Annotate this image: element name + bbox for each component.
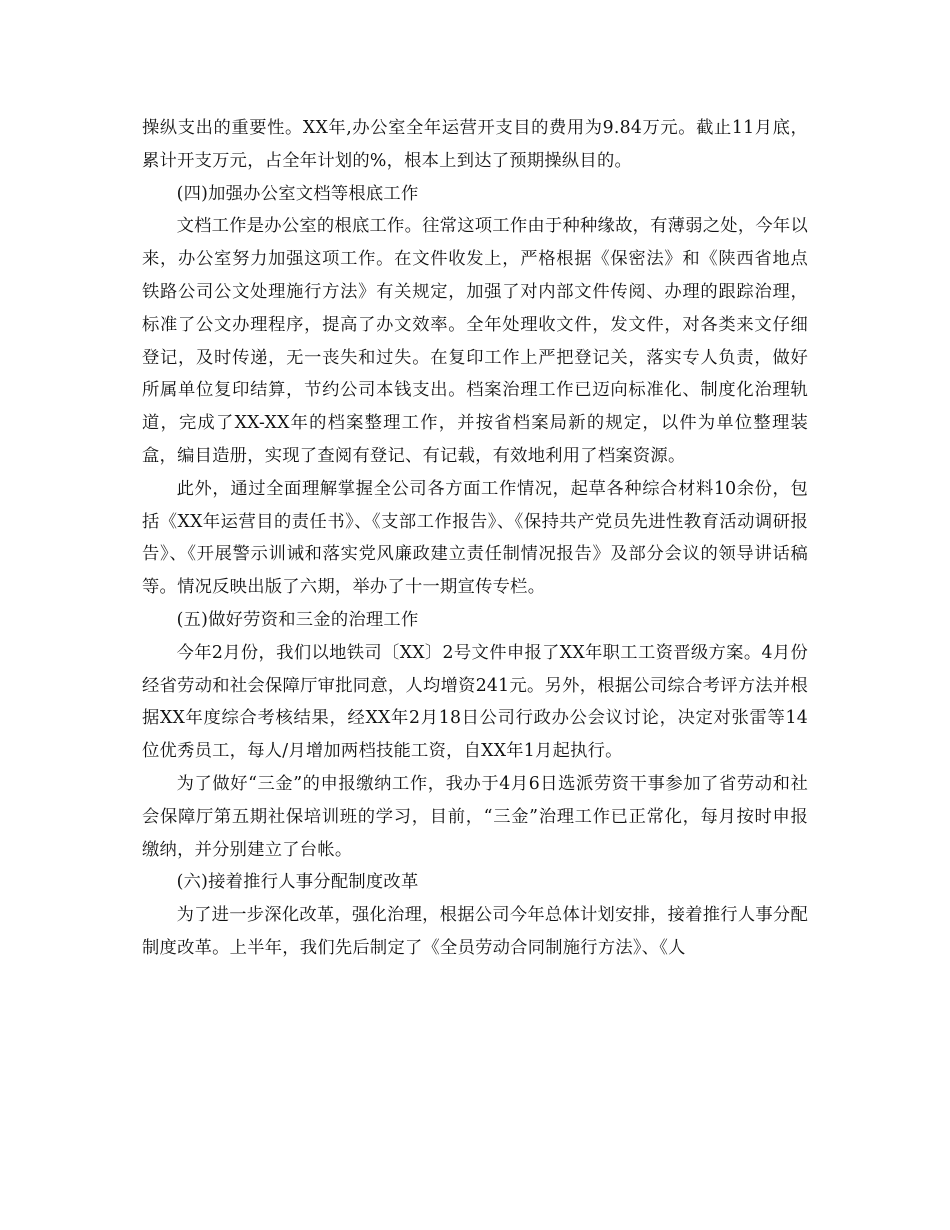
heading-section-six: (六)接着推行人事分配制度改革 — [176, 872, 419, 893]
paragraph-budget-control: 操纵支出的重要性。XX年,办公室全年运营开支目的费用为9.84万元。截止11月底，累计开支万元，占全年计划的%，根本上到达了预期操纵目的。 — [142, 118, 808, 171]
paragraph-document-management: 文档工作是办公室的根底工作。往常这项工作由于种种缘故，有薄弱之处，今年以来，办公室努力加强这项工作。在文件收发上，严格根据《保密法》和《陕西省地点铁路公司公文处理施行方法》有关规定，加强了对内部文件传阅、办理的跟踪治理，标准了公文办理程序，提高了办文效率。全年处理收文件，发文件，对各类来文仔细登记，及时传递，无一丧失和过失。在复印工作上严把登记关，落实专人负责，做好所属单位复印结算，节约公司本钱支出。档案治理工作已迈向标准化、制度化治理轨道，完成了XX-XX年的档案整理工作，并按省档案局新的规定，以件为单位整理装盒，编目造册，实现了查阅有登记、有记载，有效地利用了档案资源。 — [142, 216, 808, 466]
paragraph-three-funds: 为了做好“三金”的申报缴纳工作，我办于4月6日选派劳资干事参加了省劳动和社会保障厅第五期社保培训班的学习，目前，“三金”治理工作已正常化，每月按时申报缴纳，并分别建立了台帐。 — [142, 773, 808, 860]
paragraph-personnel-reform: 为了进一步深化改革，强化治理，根据公司今年总体计划安排，接着推行人事分配制度改革。上半年，我们先后制定了《全员劳动合同制施行方法》、《人 — [142, 905, 808, 958]
paragraph-comprehensive-materials: 此外，通过全面理解掌握全公司各方面工作情况，起草各种综合材料10余份，包括《XX年运营目的责任书》、《支部工作报告》、《保持共产党员先进性教育活动调研报告》、《开展警示训诫和落实党风廉政建立责任制情况报告》及部分会议的领导讲话稿等。情况反映出版了六期，举办了十一期宣传专栏。 — [142, 478, 808, 598]
heading-section-five: (五)做好劳资和三金的治理工作 — [176, 609, 419, 630]
heading-section-four: (四)加强办公室文档等根底工作 — [176, 183, 419, 204]
document-body — [142, 112, 808, 965]
paragraph-wage-promotion: 今年2月份，我们以地铁司〔XX〕2号文件申报了XX年职工工资晋级方案。4月份经省劳动和社会保障厅审批同意，人均增资241元。另外，根据公司综合考评方法并根据XX年度综合考核结果，经XX年2月18日公司行政办公会议讨论，决定对张雷等14位优秀员工，每人/月增加两档技能工资，自XX年1月起执行。 — [142, 642, 808, 762]
